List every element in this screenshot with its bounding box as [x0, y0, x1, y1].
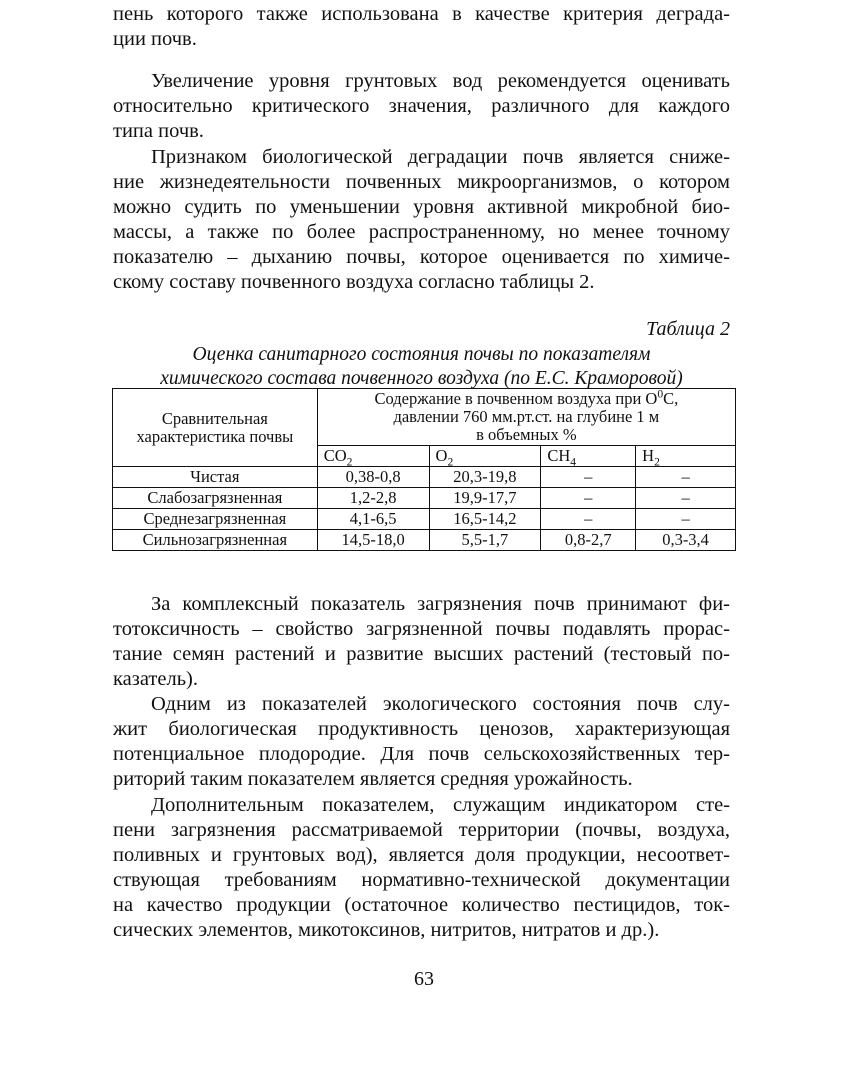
cell-ch4: –: [541, 488, 636, 509]
text-line: риторий таким показателем является средняя урожайность.: [113, 768, 633, 790]
text-line: ствующая требованиям нормативно-технической документации: [113, 869, 730, 891]
header-air-content-line3: в объемных %: [476, 425, 577, 444]
degree-sup: 0: [657, 388, 664, 401]
header-ch4: [541, 446, 636, 467]
cell-co2: 14,5-18,0: [317, 530, 429, 551]
cell-h2: 0,3-3,4: [636, 530, 736, 551]
text-line: Одним из показателей экологического состояния почв слу-: [151, 693, 730, 715]
paragraph-additional-indicator: [113, 793, 730, 943]
row-label: Слабозагрязненная: [113, 488, 318, 509]
cell-co2: 0,38-0,8: [317, 467, 429, 488]
soil-air-table: [112, 388, 736, 551]
gas-formula: O: [435, 446, 448, 465]
paragraph-biological-degradation: [113, 145, 730, 295]
text-line: тотоксичность – свойство загрязненной почвы подавлять прорас-: [113, 618, 730, 640]
text-line: на качество продукции (остаточное количество пестицидов, ток-: [113, 894, 730, 916]
cell-h2: –: [636, 509, 736, 530]
table-row-heavily-polluted: [113, 530, 736, 551]
table-header-row: [113, 389, 736, 446]
table-title-line: Оценка санитарного состояния почвы по показателям: [192, 344, 651, 365]
header-o2: [429, 446, 541, 467]
header-soil-characteristic-line1: Сравнительная: [161, 408, 268, 428]
gas-subscript: 2: [346, 456, 353, 469]
table-row-moderately-polluted: [113, 509, 736, 530]
page-number: 63: [414, 968, 434, 990]
header-air-content-unit: С,: [663, 389, 679, 408]
cell-ch4: 0,8-2,7: [541, 530, 636, 551]
gas-formula: H: [642, 446, 655, 465]
cell-o2: 5,5-1,7: [429, 530, 541, 551]
gas-subscript: 2: [447, 456, 454, 469]
text-line: казатель).: [113, 668, 199, 690]
text-line: типа почв.: [113, 120, 204, 142]
text-line: поливных и грунтовых вод), является доля продукции, несоответ-: [113, 844, 730, 866]
table-row-clean: [113, 467, 736, 488]
header-h2: [636, 446, 736, 467]
text-line: относительно критического значения, различного для каждого: [113, 95, 730, 117]
cell-h2: –: [636, 467, 736, 488]
gas-formula: CO: [323, 446, 347, 465]
table-title: [110, 343, 733, 391]
cell-o2: 19,9-17,7: [429, 488, 541, 509]
text-line: Увеличение уровня грунтовых вод рекомендуется оценивать: [151, 70, 730, 92]
header-air-content-line2: давлении 760 мм.рт.ст. на глубине 1 м: [393, 407, 660, 426]
cell-co2: 4,1-6,5: [317, 509, 429, 530]
table-row-slightly-polluted: [113, 488, 736, 509]
cell-o2: 20,3-19,8: [429, 467, 541, 488]
cell-h2: –: [636, 488, 736, 509]
text-line: Признаком биологической деградации почв является сниже-: [151, 146, 730, 168]
paragraph-groundwater: [113, 69, 730, 144]
row-label: Чистая: [113, 467, 318, 488]
cell-o2: 16,5-14,2: [429, 509, 541, 530]
text-line: пени загрязнения рассматриваемой территории (почвы, воздуха,: [113, 819, 730, 841]
text-line: потенциальное плодородие. Для почв сельскохозяйственных тер-: [113, 743, 730, 765]
gas-subscript: 4: [570, 456, 577, 469]
text-line: сических элементов, микотоксинов, нитритов, нитратов и др.).: [113, 919, 660, 941]
cell-ch4: –: [541, 467, 636, 488]
table-number: Таблица 2: [646, 318, 730, 340]
table-title-line: химического состава почвенного воздуха (по Е.С. Краморовой): [160, 368, 683, 389]
gas-subscript: 2: [654, 456, 660, 469]
paragraph-phytotoxicity: [113, 592, 730, 692]
header-air-content-line1: [322, 390, 731, 408]
gas-formula: CH: [547, 446, 571, 465]
text-line: показателю – дыханию почвы, которое оценивается по химиче-: [113, 246, 730, 268]
paragraph-productivity: [113, 692, 730, 792]
text-line: можно судить по уменьшении уровня активной микробной био-: [113, 196, 730, 218]
text-line: За комплексный показатель загрязнения почв принимают фи-: [151, 593, 730, 615]
text-line: ние жизнедеятельности почвенных микроорганизмов, о котором: [113, 171, 730, 193]
cell-ch4: –: [541, 509, 636, 530]
text-line: ции почв.: [113, 28, 197, 50]
header-soil-characteristic: [113, 389, 318, 467]
header-air-content-text: Содержание в почвенном воздуха при О: [374, 389, 658, 408]
text-line: пень которого также использована в качестве критерия деграда-: [113, 3, 730, 25]
text-line: массы, а также по более распространенному, но менее точному: [113, 221, 730, 243]
paragraph-continuation: [113, 2, 730, 52]
text-line: Дополнительным показателем, служащим индикатором сте-: [151, 794, 730, 816]
text-line: скому составу почвенного воздуха согласно таблицы 2.: [113, 271, 595, 293]
header-air-content: [317, 389, 735, 446]
text-line: жит биологическая продуктивность ценозов, характеризующая: [113, 718, 730, 740]
row-label: Сильнозагрязненная: [113, 530, 318, 551]
header-soil-characteristic-line2: характеристика почвы: [136, 426, 294, 446]
row-label: Среднезагрязненная: [113, 509, 318, 530]
cell-co2: 1,2-2,8: [317, 488, 429, 509]
header-co2: [317, 446, 429, 467]
text-line: тание семян растений и развитие высших растений (тестовый по-: [113, 643, 730, 665]
